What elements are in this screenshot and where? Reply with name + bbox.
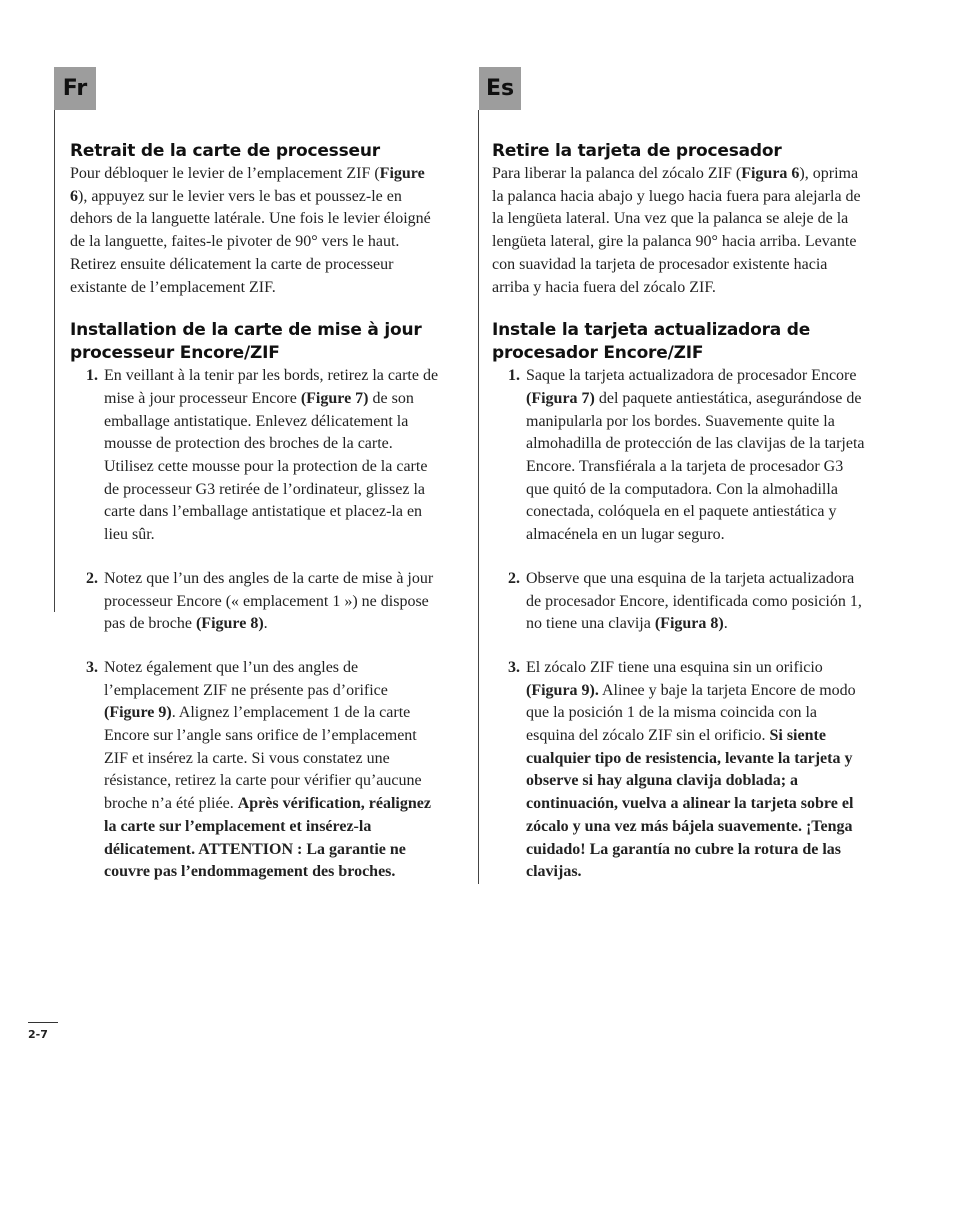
column-rule-fr: [54, 110, 55, 612]
language-tab-es: Es: [479, 67, 521, 110]
heading-remove-processor-es: Retire la tarjeta de procesador: [492, 141, 782, 161]
column-es: [492, 140, 866, 884]
heading-install-upgrade-fr: Installation de la carte de mise à jour processeur Encore/ZIF: [70, 320, 422, 364]
column-fr: [70, 140, 442, 884]
heading-remove-processor-fr: Retrait de la carte de processeur: [70, 141, 380, 161]
column-rule-es: [478, 110, 479, 884]
language-tab-fr: Fr: [54, 67, 96, 110]
page-number: 2-7: [28, 1022, 58, 1041]
paragraph-remove-processor-es: Para liberar la palanca del zócalo ZIF (Figura 6), oprima la palanca hacia abajo y luego hacia fuera para alejarla de la lengüeta lateral. Una vez que la palanca se aleje de la lengüeta lateral, gire la palanca 90° hacia arriba. Levante con suavidad la tarjeta de procesador existente hacia arriba y hacia fuera del zócalo ZIF.: [492, 165, 861, 296]
paragraph-remove-processor-fr: Pour débloquer le levier de l’emplacement ZIF (Figure 6), appuyez sur le levier vers le bas et poussez-le en dehors de la languette latérale. Une fois le levier éloigné de la languette, faites-le pivoter de 90° vers le haut. Retirez ensuite délicatement la carte de processeur existante de l’emplacement ZIF.: [70, 165, 431, 296]
list-item-3-fr: 3. Notez également que l’un des angles de l’emplacement ZIF ne présente pas d’orifice (Figure 9). Alignez l’emplacement 1 de la carte Encore sur l’angle sans orifice de l’emplacement ZIF et insérez la carte. Si vous constatez une résistance, retirez la carte pour vérifier qu’aucune broche n’a été pliée. Après vérification, réalignez la carte sur l’emplacement et insérez-la délicatement. ATTENTION : La garantie ne couvre pas l’endommagement des broches.: [86, 658, 431, 881]
list-item-1-fr: 1. En veillant à la tenir par les bords, retirez la carte de mise à jour processeur Encore (Figure 7) de son emballage antistatique. Enlevez délicatement la mousse de protection des broches de la carte. Utilisez cette mousse pour la protection de la carte de processeur G3 retirée de l’ordinateur, glissez la carte dans l’emballage antistatique et placez-la en lieu sûr.: [86, 367, 439, 544]
list-item-3-es: 3. El zócalo ZIF tiene una esquina sin un orificio (Figura 9). Alinee y baje la tarjeta Encore de modo que la posición 1 de la misma coincida con la esquina del zócalo ZIF sin el orificio. Si siente cualquier tipo de resistencia, levante la tarjeta y observe si hay alguna clavija doblada; a continuación, vuelva a alinear la tarjeta sobre el zócalo y una vez más bájela suavemente. ¡Tenga cuidado! La garantía no cubre la rotura de las clavijas.: [508, 658, 856, 881]
heading-install-upgrade-es: Instale la tarjeta actualizadora de procesador Encore/ZIF: [492, 320, 811, 364]
list-item-1-es: 1. Saque la tarjeta actualizadora de procesador Encore (Figura 7) del paquete antiestática, asegurándose de manipularla por los bordes. Suavemente quite la almohadilla de protección de las clavijas de la tarjeta Encore. Transfiérala a la tarjeta de procesador G3 que quitó de la computadora. Con la almohadilla conectada, colóquela en el paquete antiestática y almacénela en un lugar seguro.: [508, 367, 865, 544]
list-item-2-es: 2. Observe que una esquina de la tarjeta actualizadora de procesador Encore, identificada como posición 1, no tiene una clavija (Figura 8).: [508, 569, 862, 633]
list-item-2-fr: 2. Notez que l’un des angles de la carte de mise à jour processeur Encore (« emplacement 1 ») ne dispose pas de broche (Figure 8).: [86, 569, 434, 633]
